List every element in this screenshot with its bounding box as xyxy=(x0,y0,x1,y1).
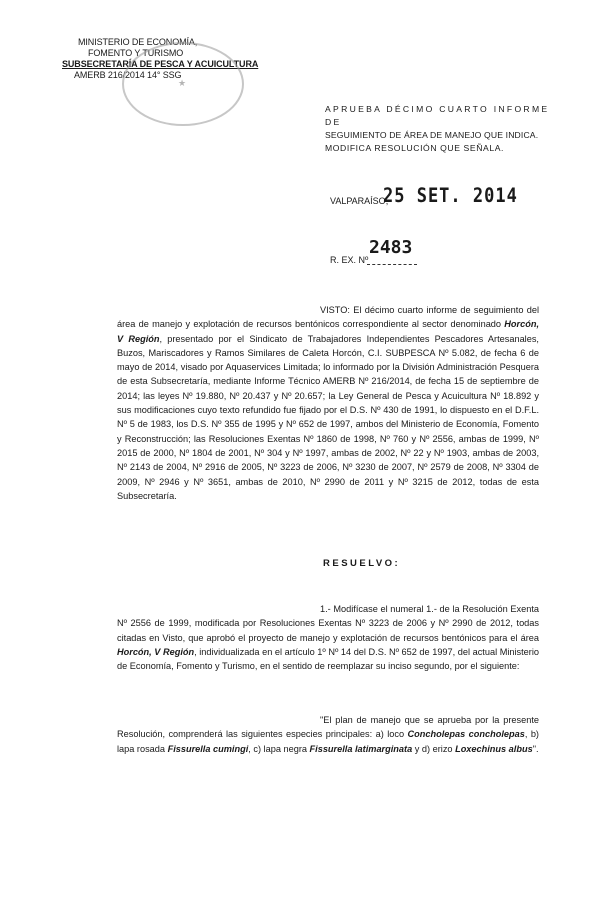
article-1-text-b: , individualizada en el artículo 1º Nº 14 del D.S. Nº 652 de 1997, del actual Ministerio de Economía, Fomento y Turismo, en el sentido de reemplazar su inciso segundo, por el siguiente: xyxy=(117,646,540,672)
subject-line: APRUEBA DÉCIMO CUARTO INFORME DE xyxy=(325,104,550,127)
visto-paragraph xyxy=(117,303,539,503)
quoted-clause xyxy=(117,713,539,756)
article-1-text-a: 1.- Modifícase el numeral 1.- de la Resolución Exenta Nº 2556 de 1999, modificada por Resoluciones Exentas Nº 3223 de 2006 y Nº 2990 de 2012, todas citadas en Visto, que aprobó el proyecto de manejo y explotación de recursos bentónicos para el área xyxy=(117,604,539,643)
resuelvo-heading: RESUELVO: xyxy=(323,558,401,569)
subject-line: MODIFICA RESOLUCIÓN QUE SEÑALA. xyxy=(325,143,505,153)
article-1-sector: Horcón, V Región xyxy=(117,646,195,657)
quote-text-a: "El plan de manejo que se aprueba por la presente Resolución, comprenderá las siguientes especies principales: a) loco xyxy=(117,715,539,740)
header-ministry: MINISTERIO DE ECONOMÍA, xyxy=(78,37,198,47)
visto-sector: Horcón, V Región xyxy=(117,319,539,344)
visto-intro: El décimo cuarto informe de seguimiento del área de manejo y explotación de recursos bentónicos correspondiente al sector denominado xyxy=(117,305,539,330)
header-subsecretaria: SUBSECRETARÍA DE PESCA Y ACUICULTURA xyxy=(62,59,259,69)
species-fissurella-latimarginata: Fissurella latimarginata xyxy=(309,743,413,754)
quote-text-c: , c) lapa negra xyxy=(248,743,310,754)
species-concholepas: Concholepas concholepas xyxy=(407,729,525,740)
header-fomento: FOMENTO Y TURISMO xyxy=(88,48,184,58)
species-fissurella-cumingi: Fissurella cumingi xyxy=(167,743,249,754)
quote-text-b: , b) lapa rosada xyxy=(117,729,539,754)
visto-label: VISTO: xyxy=(320,305,350,315)
subject-line: SEGUIMIENTO DE ÁREA DE MANEJO QUE INDICA. xyxy=(325,130,539,140)
resolution-subject xyxy=(325,103,555,155)
place-label: VALPARAÍSO, xyxy=(330,196,389,206)
quote-text-e: ". xyxy=(532,743,539,754)
species-loxechinus: Loxechinus albus xyxy=(455,743,533,754)
official-stamp-icon: ★ xyxy=(122,42,244,126)
resolution-number: 2483 xyxy=(369,237,413,258)
quote-text-d: y d) erizo xyxy=(412,743,456,754)
header-reference: AMERB 216/2014 14° SSG xyxy=(74,70,182,80)
resolution-number-underline xyxy=(367,264,417,265)
resolution-number-label: R. EX. Nº xyxy=(330,255,369,265)
article-1-paragraph xyxy=(117,602,539,673)
visto-rest: , presentado por el Sindicato de Trabajadores Independientes Pescadores Artesanales, Buzos, Mariscadores y Ramos Similares de Caleta Horcón, C.I. SUBPESCA Nº 5.082, de fecha 6 de mayo de 2014, visado por Aquaservices Limitada; lo informado por la División Administración Pesquera de esta Subsecretaría, mediante Informe Técnico AMERB Nº 216/2014, de fecha 15 de septiembre de 2014; las leyes Nº 19.880, Nº 20.437 y Nº 20.657; la Ley General de Pesca y Acuicultura Nº 18.892 y sus modificaciones cuyo texto refundido fue fijado por el D.S. Nº 430 de 1991, lo dispuesto en el D.F.L. Nº 5 de 1983, los D.S. Nº 355 de 1995 y Nº 652 de 1997, ambos del Ministerio de Economía, Fomento y Reconstrucción; las Resoluciones Exentas Nº 1860 de 1998, Nº 760 y Nº 2556, ambas de 1999, Nº 2015 de 2000, Nº 1804 de 2001, Nº 304 y Nº 1997, ambas de 2002, Nº 22 y Nº 1903, ambas de 2003, Nº 2143 de 2004, Nº 2916 de 2005, Nº 3223 de 2006, Nº 3230 de 2007, Nº 2579 de 2008, Nº 3304 de 2009, Nº 2946 y Nº 3651, ambas de 2010, Nº 2990 de 2011 y Nº 3215 de 2012, todas de esta Subsecretaría. xyxy=(117,333,539,501)
resolution-date: 25 SET. 2014 xyxy=(383,184,518,208)
